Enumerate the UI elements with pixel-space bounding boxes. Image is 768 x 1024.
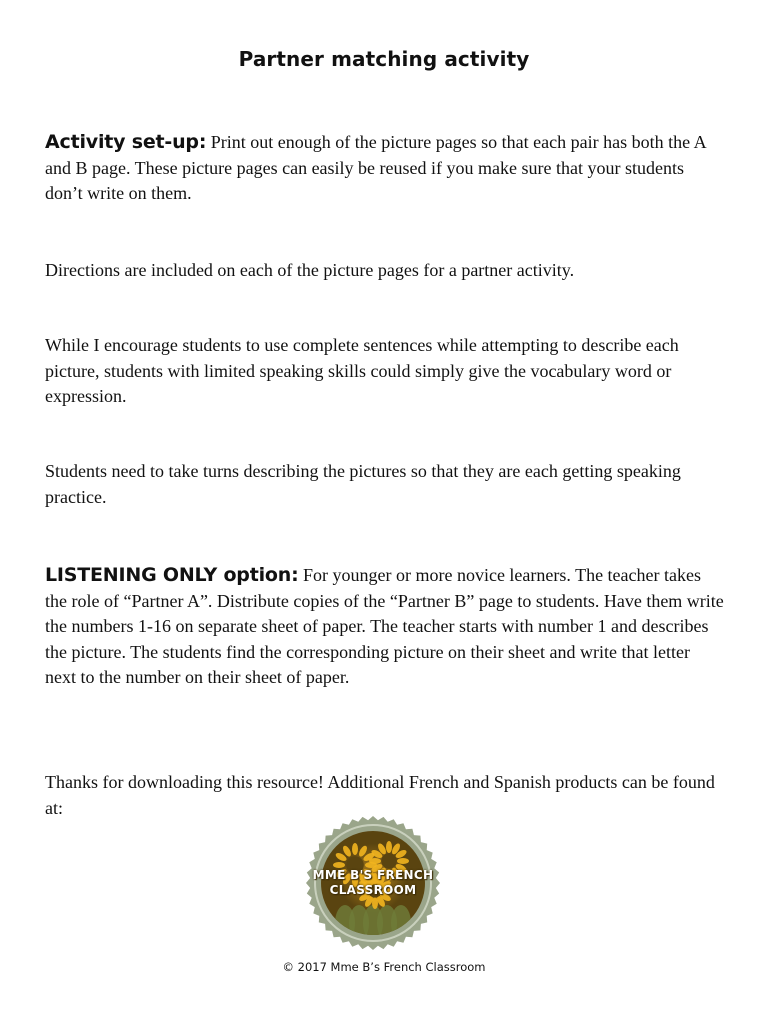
setup-text: Print out enough of the picture pages so that each pair has both the A and B page. These picture pages can easily be reused if you make sure that your students don’t write on them. (45, 132, 706, 203)
seal-petal (386, 841, 392, 853)
listening-heading: LISTENING ONLY option: (45, 564, 299, 586)
setup-heading: Activity set-up: (45, 131, 207, 153)
seal-petal (333, 862, 345, 868)
page-title: Partner matching activity (238, 47, 530, 71)
seal-petal (369, 858, 381, 864)
thanks-paragraph: Thanks for downloading this resource! Additional French and Spanish products can be found at: (45, 772, 715, 818)
seal-petal (397, 858, 409, 864)
seal-petal (386, 869, 392, 881)
encourage-paragraph: While I encourage students to use complete sentences while attempting to describe each picture, students with limited speaking skills could simply give the vocabulary word or expression. (45, 335, 679, 406)
copyright-footer: © 2017 Mme B’s French Classroom (282, 960, 486, 974)
listening-text: For younger or more novice learners. The teacher takes the role of “Partner A”. Distribute copies of the “Partner B” page to students. Have them write the numbers 1-16 on separate sheet of paper. The teacher starts with number 1 and describes the picture. The students find the corresponding picture on their sheet and write that letter next to the number on their sheet of paper. (45, 565, 724, 687)
seal-graphic (305, 815, 441, 951)
seal-flower-center (368, 884, 381, 897)
seal-petal (352, 843, 358, 855)
directions-paragraph: Directions are included on each of the picture pages for a partner activity. (45, 260, 575, 280)
setup-paragraph (45, 130, 725, 207)
turns-paragraph: Students need to take turns describing the pictures so that they are each getting speaking practice. (45, 461, 681, 507)
seal-flower-center (346, 856, 364, 874)
listening-paragraph (45, 563, 725, 691)
seal-text-line-2: CLASSROOM (329, 883, 417, 897)
seal-petal (352, 875, 358, 887)
seal-flower-center (381, 853, 396, 868)
classroom-logo-seal[interactable] (305, 815, 441, 951)
seal-text-line-1: MME B'S FRENCH (312, 868, 434, 882)
